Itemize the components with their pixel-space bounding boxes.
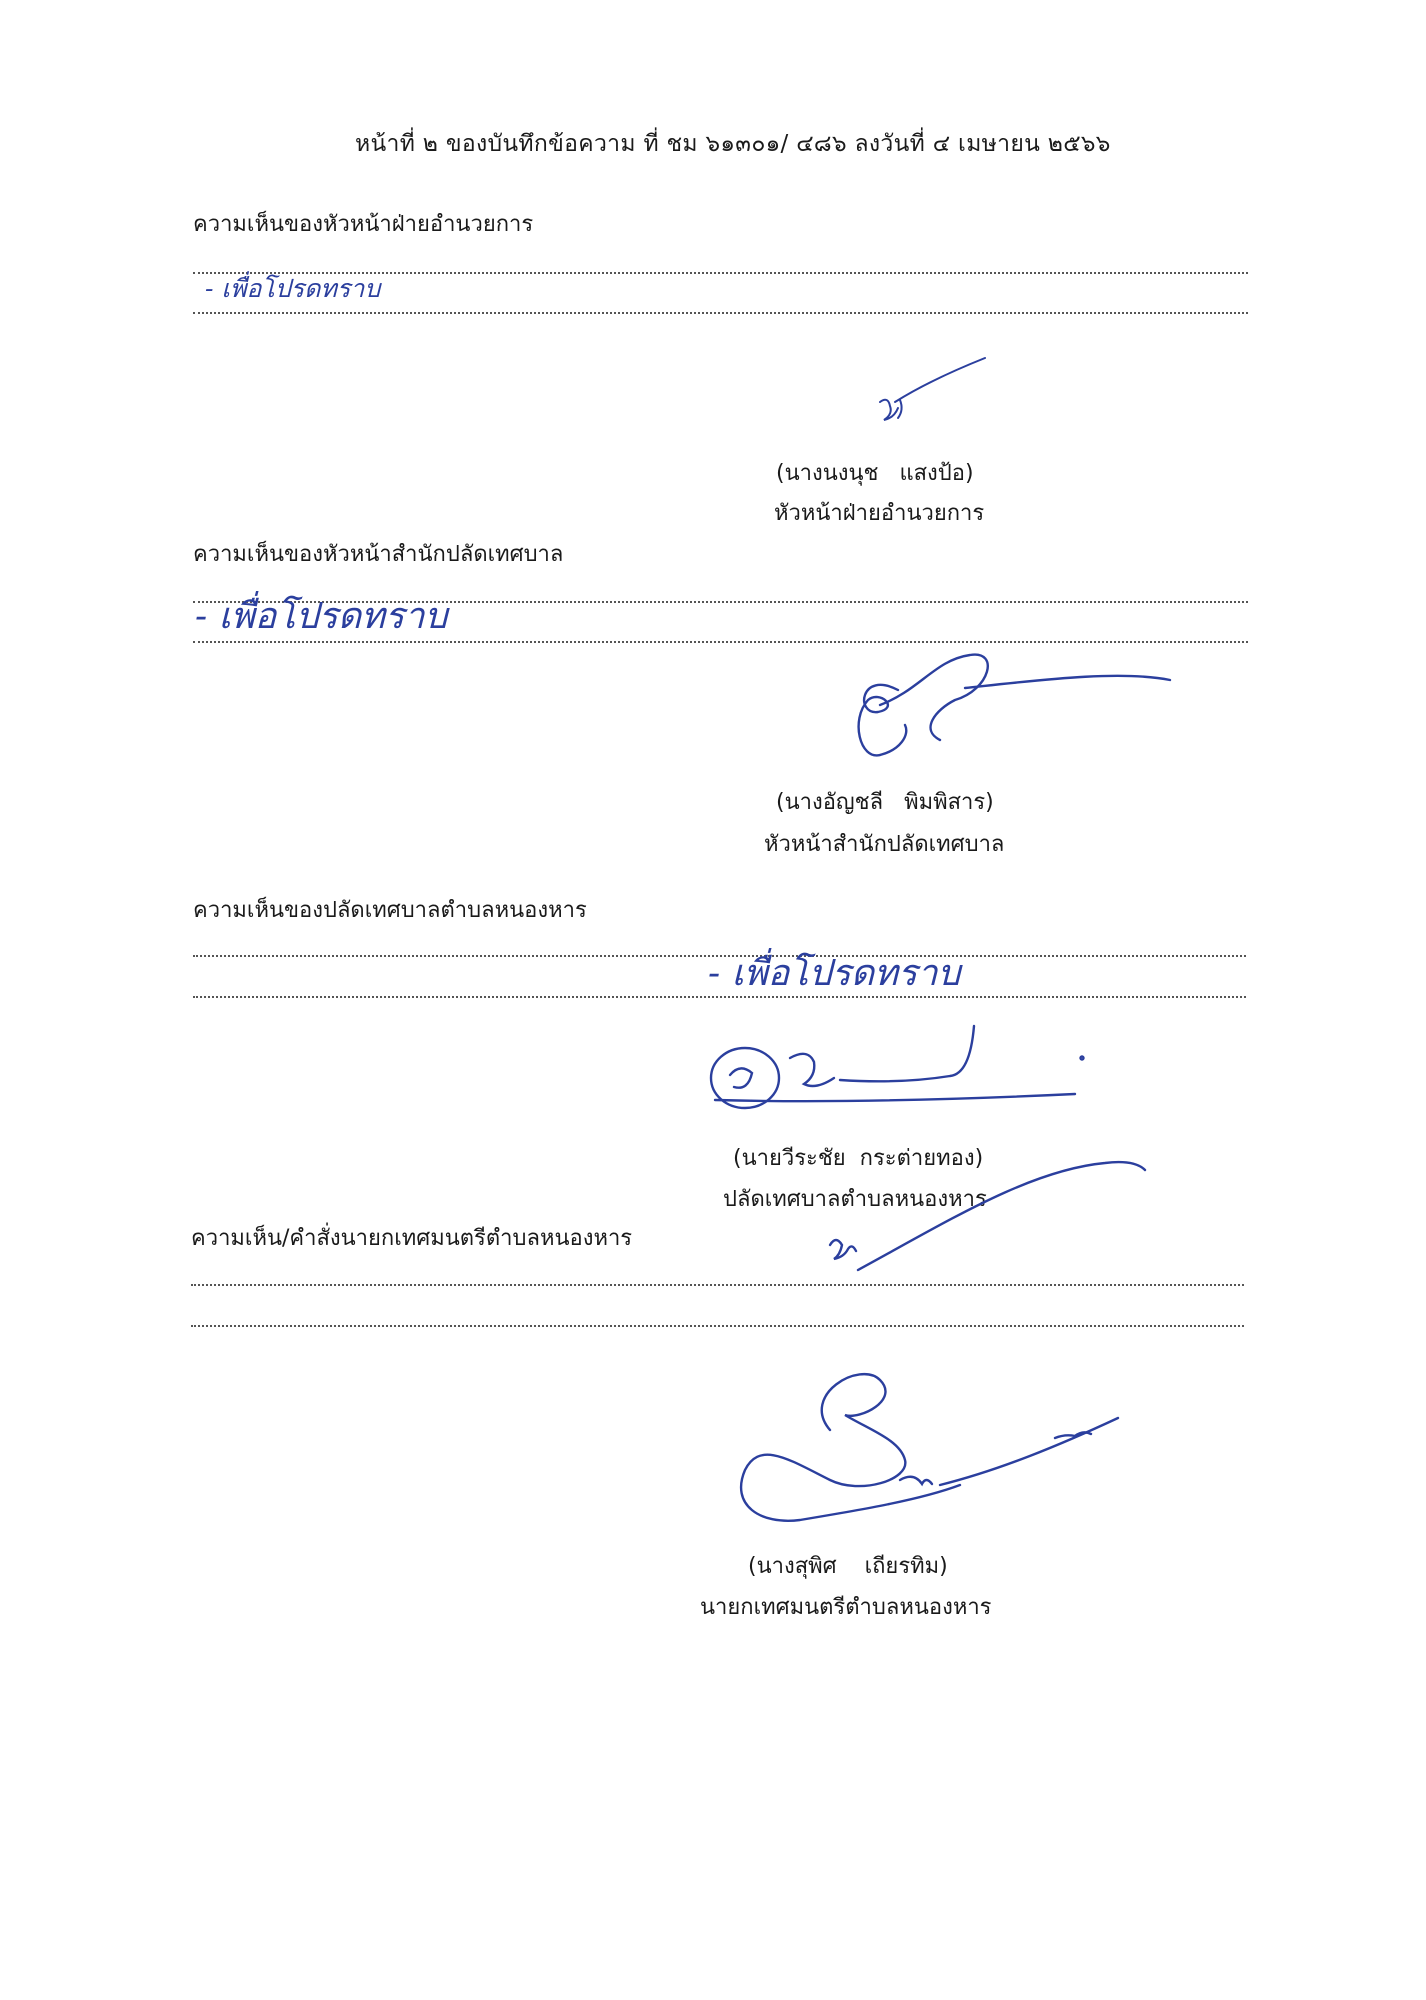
comment-line bbox=[193, 996, 1246, 998]
signer-title-office-head: หัวหน้าสำนักปลัดเทศบาล bbox=[764, 832, 1005, 857]
signer-title-municipal-clerk: ปลัดเทศบาลตำบลหนองหาร bbox=[723, 1187, 987, 1212]
memo-header: หน้าที่ ๒ ของบันทึกข้อความ ที่ ชม ๖๑๓๐๑/ ๔๘๖ ลงวันที่ ๔ เมษายน ๒๕๖๖ bbox=[355, 131, 1111, 157]
section-label-office-head: ความเห็นของหัวหน้าสำนักปลัดเทศบาล bbox=[193, 542, 564, 567]
comment-line bbox=[193, 312, 1248, 314]
handwritten-comment-3: - เพื่อโปรดทราบ bbox=[708, 953, 961, 994]
signature-admin-head bbox=[880, 358, 985, 420]
signer-title-admin-head: หัวหน้าฝ่ายอำนวยการ bbox=[774, 501, 985, 526]
section-label-municipal-clerk: ความเห็นของปลัดเทศบาลตำบลหนองหาร bbox=[193, 898, 587, 923]
section-label-mayor: ความเห็น/คำสั่งนายกเทศมนตรีตำบลหนองหาร bbox=[191, 1226, 633, 1251]
signature-municipal-clerk bbox=[711, 1026, 1084, 1108]
signer-name-office-head: (นางอัญชลี พิมพิสาร) bbox=[776, 790, 994, 815]
signature-mayor-initial bbox=[830, 1162, 1145, 1270]
signer-name-mayor: (นางสุพิศ เถียรทิม) bbox=[748, 1554, 948, 1579]
signer-name-admin-head: (นางนงนุช แสงป้อ) bbox=[776, 461, 974, 486]
comment-line bbox=[191, 1284, 1244, 1286]
comment-line bbox=[193, 641, 1248, 643]
handwritten-comment-2: - เพื่อโปรดทราบ bbox=[195, 596, 448, 637]
signature-office-head bbox=[859, 655, 1170, 756]
comment-line bbox=[193, 601, 1248, 603]
comment-line bbox=[193, 955, 1246, 957]
signer-name-municipal-clerk: (นายวีระชัย กระต่ายทอง) bbox=[733, 1146, 984, 1171]
comment-line bbox=[191, 1325, 1244, 1327]
handwritten-comment-1: - เพื่อโปรดทราบ bbox=[205, 274, 381, 303]
signature-mayor bbox=[741, 1374, 1118, 1521]
signer-title-mayor: นายกเทศมนตรีตำบลหนองหาร bbox=[700, 1595, 992, 1620]
section-label-admin-head: ความเห็นของหัวหน้าฝ่ายอำนวยการ bbox=[193, 212, 534, 237]
comment-line bbox=[193, 272, 1248, 274]
